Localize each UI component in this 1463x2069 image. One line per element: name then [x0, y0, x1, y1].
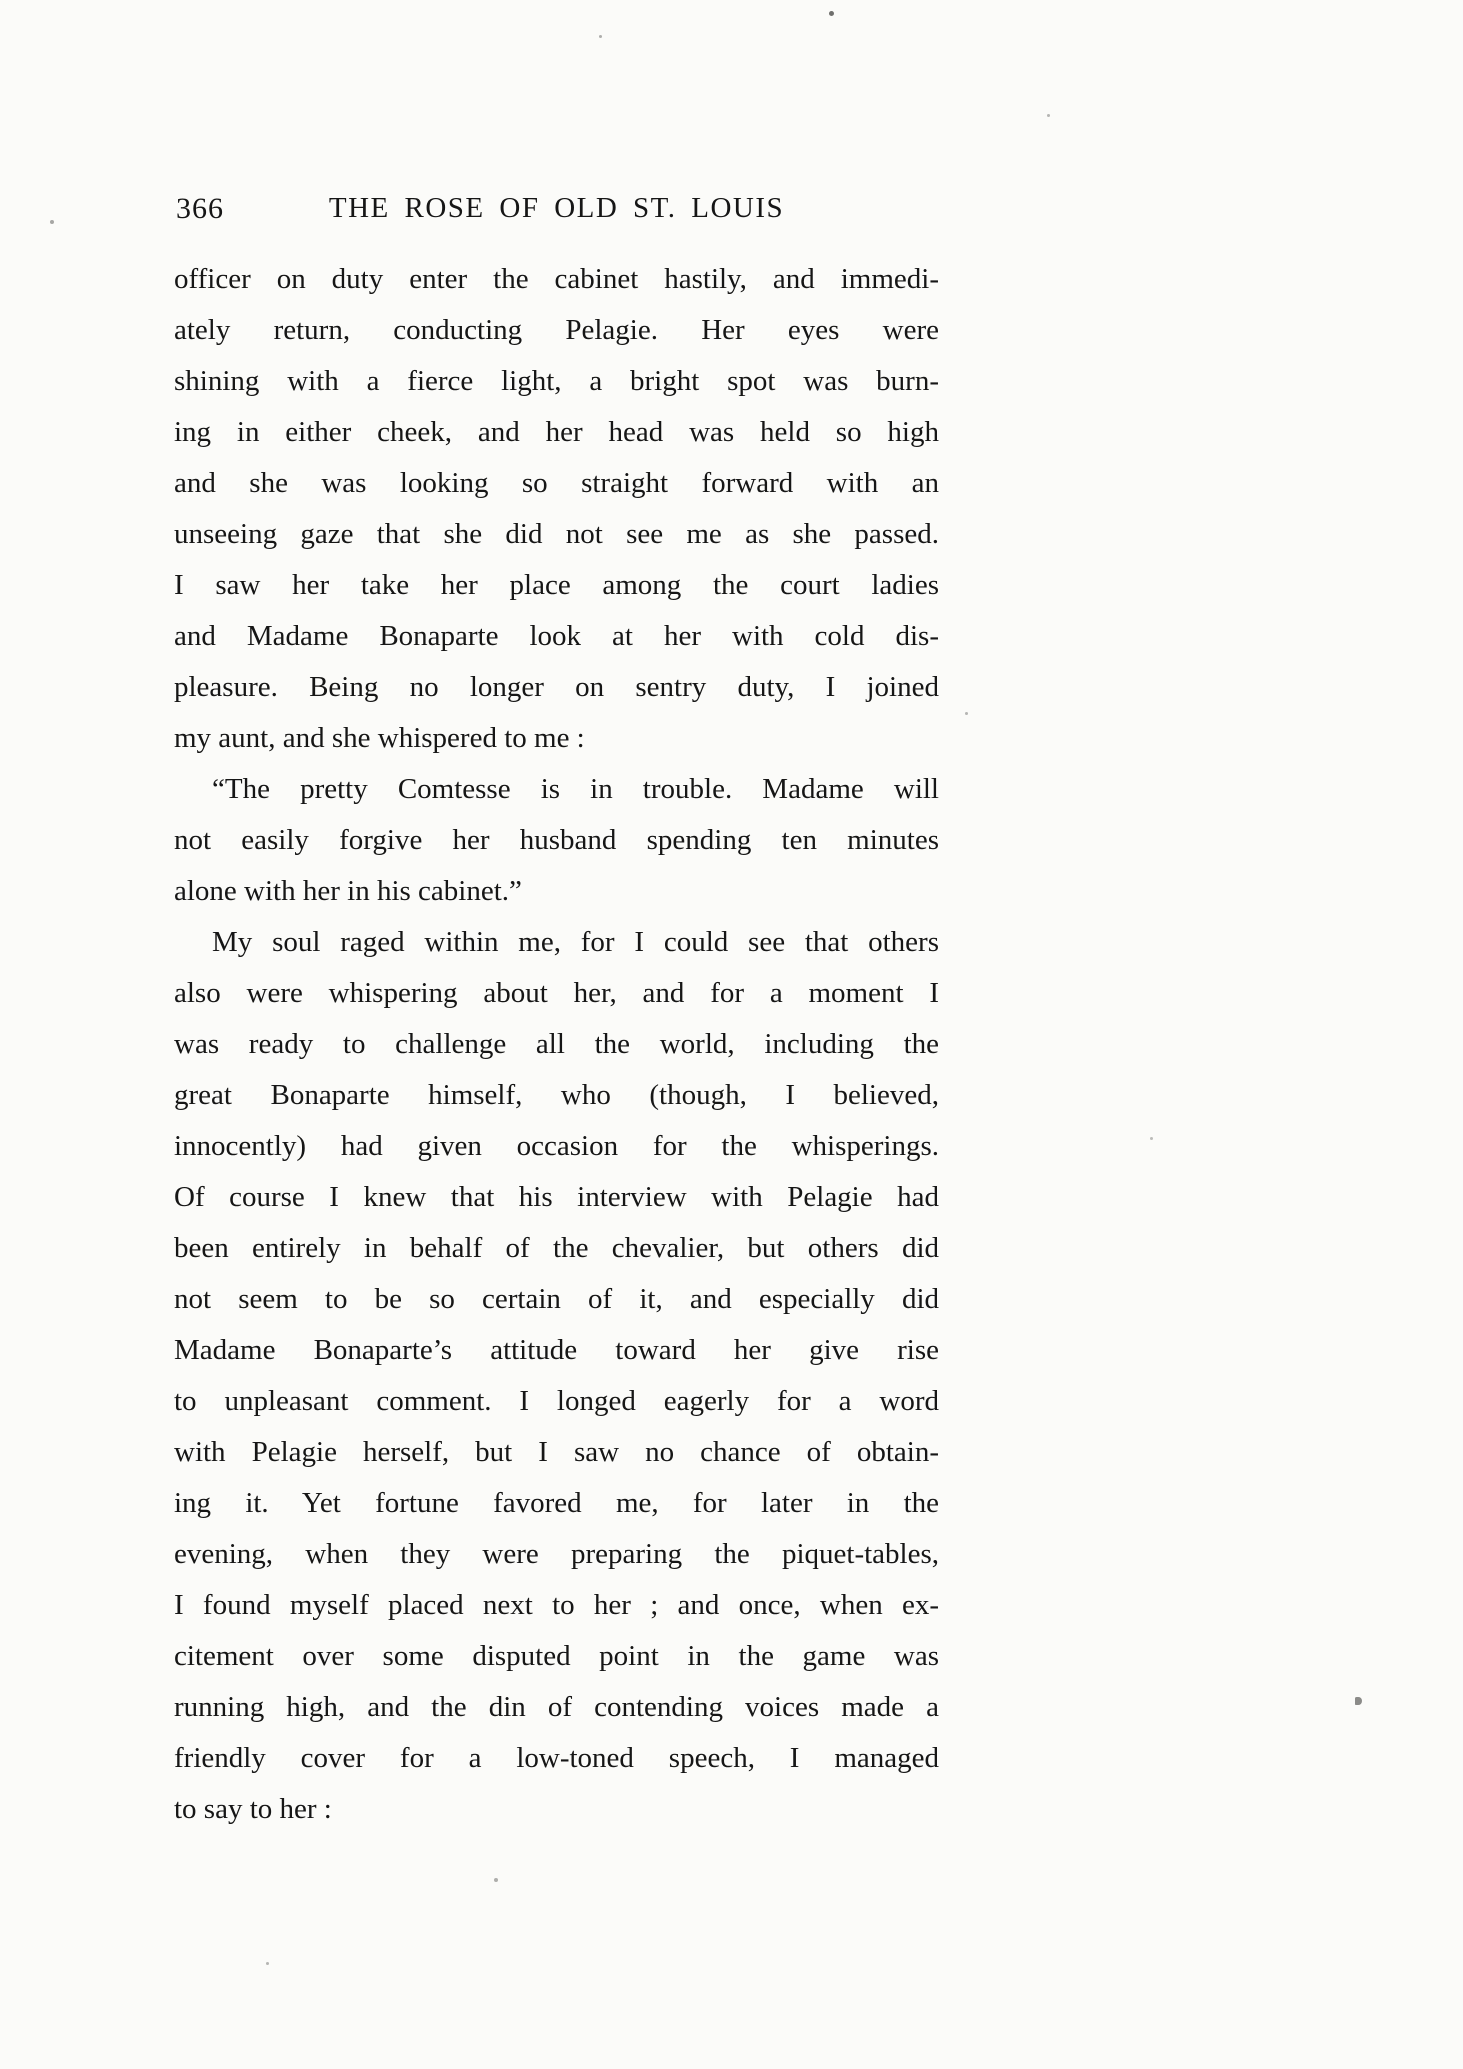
- text-line: ately return, conducting Pelagie. Her eyes were: [174, 314, 939, 346]
- text-line: ing it. Yet fortune favored me, for later in the: [174, 1487, 939, 1519]
- text-line: unseeing gaze that she did not see me as she passed.: [174, 518, 939, 550]
- text-line: and Madame Bonaparte look at her with cold dis-: [174, 620, 939, 652]
- scan-speck: [1150, 1137, 1153, 1140]
- text-line: great Bonaparte himself, who (though, I believed,: [174, 1079, 939, 1111]
- scan-speck: [1355, 1697, 1362, 1705]
- text-line: alone with her in his cabinet.”: [174, 875, 522, 907]
- text-line: with Pelagie herself, but I saw no chance of obtain-: [174, 1436, 939, 1468]
- scan-speck: [829, 11, 834, 16]
- text-column: [174, 192, 939, 1835]
- text-line: my aunt, and she whispered to me :: [174, 722, 585, 754]
- running-title: THE ROSE OF OLD ST. LOUIS: [328, 192, 785, 224]
- text-line: friendly cover for a low-toned speech, I managed: [174, 1742, 939, 1774]
- text-line: not easily forgive her husband spending ten minutes: [174, 824, 939, 856]
- scan-speck: [50, 220, 54, 224]
- text-line: pleasure. Being no longer on sentry duty, I joined: [174, 671, 939, 703]
- text-line: I saw her take her place among the court ladies: [174, 569, 939, 601]
- page-body: [174, 254, 939, 1835]
- text-line: I found myself placed next to her ; and once, when ex-: [174, 1589, 939, 1621]
- text-line: shining with a fierce light, a bright spot was burn-: [174, 365, 939, 397]
- text-line: Of course I knew that his interview with Pelagie had: [174, 1181, 939, 1213]
- page-header: [174, 192, 939, 230]
- scan-speck: [1047, 114, 1050, 117]
- text-line: officer on duty enter the cabinet hastily, and immedi-: [174, 263, 939, 295]
- text-line: also were whispering about her, and for a moment I: [174, 977, 939, 1009]
- scan-speck: [494, 1878, 498, 1882]
- scan-speck: [599, 35, 602, 38]
- text-line: was ready to challenge all the world, including the: [174, 1028, 939, 1060]
- text-line: evening, when they were preparing the piquet-tables,: [174, 1538, 939, 1570]
- text-line: to unpleasant comment. I longed eagerly for a word: [174, 1385, 939, 1417]
- text-line: to say to her :: [174, 1793, 332, 1825]
- text-line: Madame Bonaparte’s attitude toward her give rise: [174, 1334, 939, 1366]
- text-line: My soul raged within me, for I could see that others: [212, 926, 939, 958]
- text-line: running high, and the din of contending voices made a: [174, 1691, 939, 1723]
- text-line: innocently) had given occasion for the whisperings.: [174, 1130, 939, 1162]
- text-line: not seem to be so certain of it, and especially did: [174, 1283, 939, 1315]
- text-line: citement over some disputed point in the game was: [174, 1640, 939, 1672]
- text-line: ing in either cheek, and her head was held so high: [174, 416, 939, 448]
- page-number: 366: [176, 192, 224, 225]
- scan-speck: [965, 712, 968, 715]
- scan-speck: [266, 1962, 269, 1965]
- text-line: been entirely in behalf of the chevalier, but others did: [174, 1232, 939, 1264]
- text-line: and she was looking so straight forward with an: [174, 467, 939, 499]
- text-line: “The pretty Comtesse is in trouble. Madame will: [212, 773, 939, 805]
